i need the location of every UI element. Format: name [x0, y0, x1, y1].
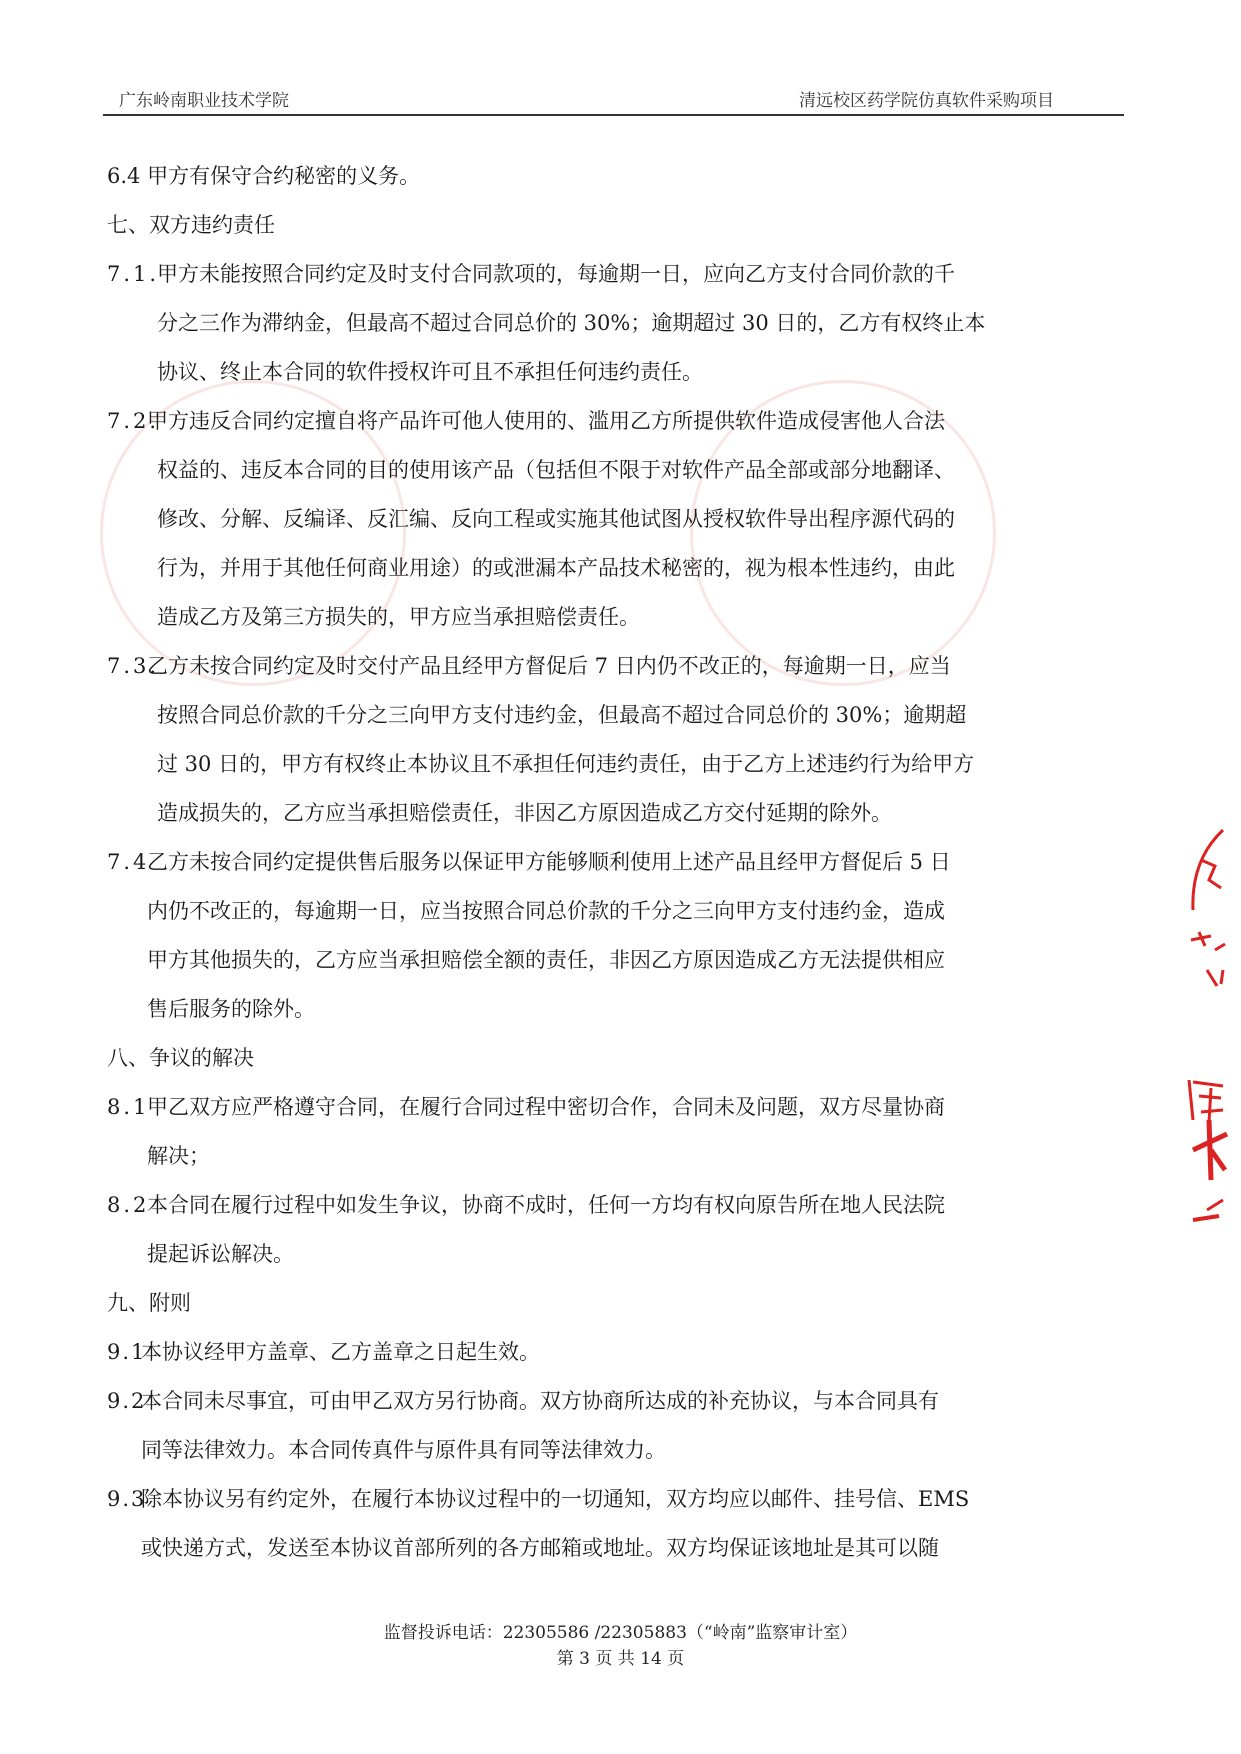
clause-line: 提起诉讼解决。: [147, 1242, 294, 1266]
clause-7-2: [107, 397, 1119, 642]
clause-8-1: [107, 1083, 1119, 1181]
clause-number: 9.2: [107, 1389, 147, 1413]
clause-line: 行为，并用于其他任何商业用途）的或泄漏本产品技术秘密的，视为根本性违约，由此: [157, 556, 955, 580]
seal-edge-fragment: [1171, 820, 1241, 1360]
clause-6-4: 6.4 甲方有保守合约秘密的义务。: [107, 164, 421, 188]
clause-line: 内仍不改正的，每逾期一日，应当按照合同总价款的千分之三向甲方支付违约金，造成: [147, 899, 945, 923]
document-body: [107, 152, 1119, 1573]
clause-line: 权益的、违反本合同的目的使用该产品（包括但不限于对软件产品全部或部分地翻译、: [157, 458, 955, 482]
clause-line: 甲乙双方应严格遵守合同，在履行合同过程中密切合作，合同未及问题，双方尽量协商: [147, 1095, 945, 1119]
page-number: 第 3 页 共 14 页: [556, 1649, 685, 1669]
header-school-name: 广东岭南职业技术学院: [119, 91, 289, 111]
clause-9-1: [107, 1328, 1119, 1377]
header-project-name: 清远校区药学院仿真软件采购项目: [799, 91, 1054, 111]
clause-line: 甲方违反合同约定擅自将产品许可他人使用的、滥用乙方所提供软件造成侵害他人合法: [147, 409, 945, 433]
clause-line: 造成损失的，乙方应当承担赔偿责任，非因乙方原因造成乙方交付延期的除外。: [157, 801, 892, 825]
clause-9-2: [107, 1377, 1119, 1475]
clause-9-3: [107, 1475, 1119, 1573]
section-heading-9: 九、附则: [107, 1291, 191, 1315]
clause-number: 9.3: [107, 1487, 147, 1511]
clause-line: 同等法律效力。本合同传真件与原件具有同等法律效力。: [141, 1438, 666, 1462]
clause-number: 8.2: [107, 1193, 150, 1217]
clause-line: 除本协议另有约定外，在履行本协议过程中的一切通知，双方均应以邮件、挂号信、EMS: [141, 1487, 970, 1511]
clause-line: 或快递方式，发送至本协议首部所列的各方邮箱或地址。双方均保证该地址是其可以随: [141, 1536, 939, 1560]
clause-line: 甲方未能按照合同约定及时支付合同款项的，每逾期一日，应向乙方支付合同价款的千: [157, 262, 955, 286]
clause-line: 修改、分解、反编译、反汇编、反向工程或实施其他试图从授权软件导出程序源代码的: [157, 507, 955, 531]
clause-line: 协议、终止本合同的软件授权许可且不承担任何违约责任。: [157, 360, 703, 384]
clause-line: 解决；: [147, 1144, 210, 1168]
clause-7-3: [107, 642, 1119, 838]
page-footer: [0, 1620, 1241, 1672]
clause-line: 分之三作为滞纳金，但最高不超过合同总价的 30%；逾期超过 30 日的，乙方有权终止本: [157, 311, 986, 335]
section-heading-7: 七、双方违约责任: [107, 213, 275, 237]
complaint-hotline: 监督投诉电话：22305586 /22305883（“岭南”监察审计室）: [383, 1623, 858, 1643]
clause-7-1: [107, 250, 1119, 397]
clause-line: 造成乙方及第三方损失的，甲方应当承担赔偿责任。: [157, 605, 640, 629]
clause-number: 8.1: [107, 1095, 150, 1119]
clause-number: 7.4: [107, 850, 150, 874]
clause-line: 本合同在履行过程中如发生争议，协商不成时，任何一方均有权向原告所在地人民法院: [147, 1193, 945, 1217]
clause-8-2: [107, 1181, 1119, 1279]
clause-line: 按照合同总价款的千分之三向甲方支付违约金，但最高不超过合同总价的 30%；逾期超: [157, 703, 967, 727]
clause-number: 7.1.: [107, 262, 160, 286]
section-heading-8: 八、争议的解决: [107, 1046, 254, 1070]
clause-line: 过 30 日的，甲方有权终止本协议且不承担任何违约责任，由于乙方上述违约行为给甲方: [157, 752, 975, 776]
clause-7-4: [107, 838, 1119, 1034]
clause-line: 本协议经甲方盖章、乙方盖章之日起生效。: [141, 1340, 540, 1364]
clause-number: 9.1: [107, 1340, 147, 1364]
clause-line: 乙方未按合同约定及时交付产品且经甲方督促后 7 日内仍不改正的，每逾期一日，应当: [147, 654, 951, 678]
clause-line: 本合同未尽事宜，可由甲乙双方另行协商。双方协商所达成的补充协议，与本合同具有: [141, 1389, 939, 1413]
clause-line: 售后服务的除外。: [147, 997, 315, 1021]
page-header: [103, 82, 1124, 116]
clause-number: 7.2.: [107, 409, 160, 433]
clause-number: 7.3.: [107, 654, 160, 678]
clause-line: 乙方未按合同约定提供售后服务以保证甲方能够顺利使用上述产品且经甲方督促后 5 日: [147, 850, 951, 874]
clause-line: 甲方其他损失的，乙方应当承担赔偿全额的责任，非因乙方原因造成乙方无法提供相应: [147, 948, 945, 972]
